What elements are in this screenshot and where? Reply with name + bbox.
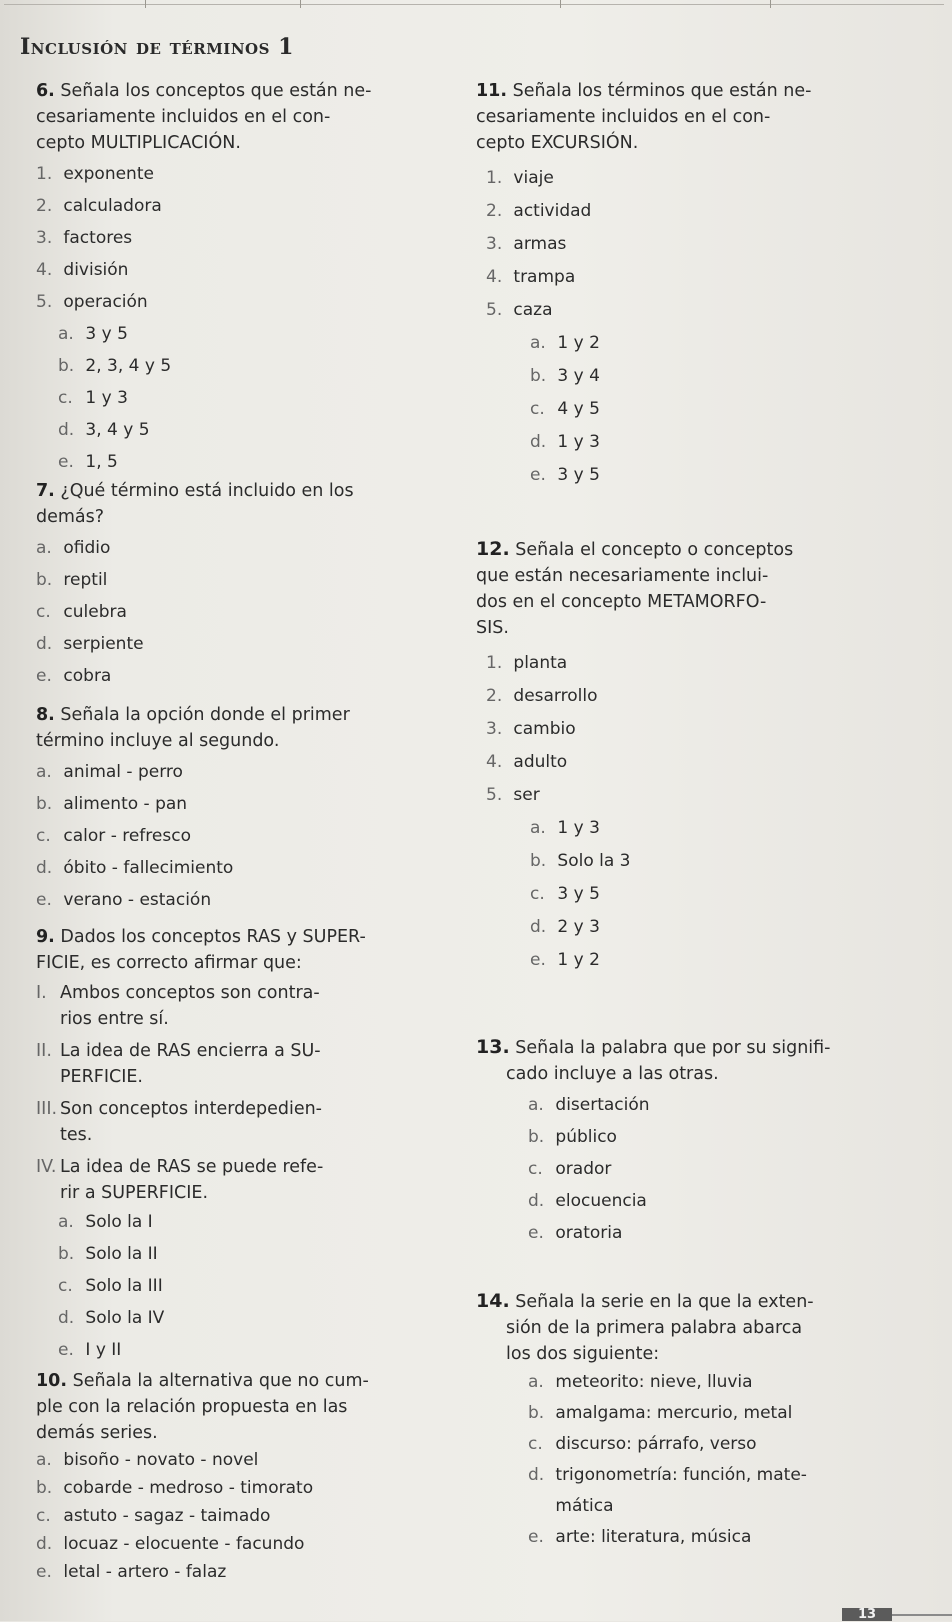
stem-line: Señala los conceptos que están ne- bbox=[60, 81, 372, 101]
stem-line: Dados los conceptos RAS y SUPER- bbox=[60, 927, 366, 947]
answer-option[interactable]: b. 2, 3, 4 y 5 bbox=[58, 356, 172, 376]
question-stem bbox=[476, 1288, 916, 1367]
top-tick bbox=[145, 0, 146, 8]
answer-option[interactable]: d. serpiente bbox=[36, 634, 144, 654]
statement: I. Ambos conceptos son contra- rios entre sí. bbox=[36, 983, 320, 1029]
stem-line: término incluye al segundo. bbox=[36, 731, 280, 751]
question-11 bbox=[476, 78, 916, 492]
answer-option[interactable]: a. bisoño - novato - novel bbox=[36, 1450, 259, 1470]
stem-line: Señala el concepto o conceptos bbox=[515, 540, 794, 560]
stem-line: Señala la alternativa que no cum- bbox=[72, 1371, 369, 1391]
stem-line: los dos siguiente: bbox=[506, 1344, 660, 1364]
question-8 bbox=[36, 702, 456, 916]
list-item: 2. actividad bbox=[486, 201, 592, 221]
stem-line: Señala la opción donde el primer bbox=[60, 705, 350, 725]
list-item: 1. viaje bbox=[486, 168, 554, 188]
answer-option[interactable]: b. cobarde - medroso - timorato bbox=[36, 1478, 314, 1498]
statement: III. Son conceptos interdepedien- tes. bbox=[36, 1099, 322, 1145]
list-item: 5. operación bbox=[36, 292, 148, 312]
answer-option[interactable]: a. 1 y 3 bbox=[530, 818, 600, 838]
top-tick bbox=[770, 0, 771, 8]
question-stem bbox=[36, 478, 456, 530]
question-6 bbox=[36, 78, 456, 478]
answer-option[interactable]: e. 1, 5 bbox=[58, 452, 118, 472]
stem-line: cesariamente incluidos en el con- bbox=[476, 107, 771, 127]
stem-line: demás? bbox=[36, 507, 105, 527]
answer-option[interactable]: b. público bbox=[528, 1127, 617, 1147]
question-number: 10. bbox=[36, 1371, 68, 1391]
question-number: 11. bbox=[476, 81, 508, 101]
list-item: 1. exponente bbox=[36, 164, 154, 184]
stem-line: cesariamente incluidos en el con- bbox=[36, 107, 331, 127]
answer-option[interactable]: c. calor - refresco bbox=[36, 826, 191, 846]
question-stem bbox=[476, 1034, 916, 1087]
answer-option[interactable]: c. discurso: párrafo, verso bbox=[528, 1434, 757, 1454]
list-item: 5. ser bbox=[486, 785, 540, 805]
stem-line: dos en el concepto METAMORFO- bbox=[476, 592, 767, 612]
question-number: 7. bbox=[36, 481, 55, 501]
answer-option[interactable]: a. animal - perro bbox=[36, 762, 183, 782]
question-number: 9. bbox=[36, 927, 55, 947]
stem-line: ple con la relación propuesta en las bbox=[36, 1397, 348, 1417]
page-title: Inclusión de términos 1 bbox=[20, 34, 294, 60]
answer-option[interactable]: a. meteorito: nieve, lluvia bbox=[528, 1372, 753, 1392]
answer-option[interactable]: e. verano - estación bbox=[36, 890, 212, 910]
list-item: 3. armas bbox=[486, 234, 567, 254]
answer-option[interactable]: a. Solo la I bbox=[58, 1212, 153, 1232]
top-tick bbox=[300, 0, 301, 8]
question-stem bbox=[36, 702, 456, 754]
question-12 bbox=[476, 536, 916, 977]
question-number: 14. bbox=[476, 1290, 510, 1312]
top-tick bbox=[560, 0, 561, 8]
answer-option[interactable]: b. 3 y 4 bbox=[530, 366, 600, 386]
stem-line: Señala la palabra que por su signifi- bbox=[515, 1038, 831, 1058]
answer-option[interactable]: c. culebra bbox=[36, 602, 127, 622]
list-item: 2. desarrollo bbox=[486, 686, 598, 706]
answer-option[interactable]: b. Solo la II bbox=[58, 1244, 158, 1264]
stem-line: cepto MULTIPLICACIÓN. bbox=[36, 133, 241, 153]
stem-line: Señala los términos que están ne- bbox=[512, 81, 812, 101]
answer-option[interactable]: b. Solo la 3 bbox=[530, 851, 631, 871]
answer-option[interactable]: c. orador bbox=[528, 1159, 612, 1179]
answer-option[interactable]: e. 1 y 2 bbox=[530, 950, 600, 970]
answer-option[interactable]: e. arte: literatura, música bbox=[528, 1527, 752, 1547]
list-item: 4. adulto bbox=[486, 752, 568, 772]
statement: II. La idea de RAS encierra a SU- PERFICIE. bbox=[36, 1041, 321, 1087]
question-stem bbox=[36, 1368, 456, 1446]
answer-option[interactable]: d. trigonometría: función, mate- mática bbox=[528, 1465, 807, 1516]
list-item: 2. calculadora bbox=[36, 196, 162, 216]
answer-option[interactable]: e. 3 y 5 bbox=[530, 465, 600, 485]
answer-option[interactable]: e. oratoria bbox=[528, 1223, 623, 1243]
page-number: 13 bbox=[842, 1608, 892, 1621]
answer-option[interactable]: b. reptil bbox=[36, 570, 108, 590]
stem-line: SIS. bbox=[476, 618, 509, 638]
answer-option[interactable]: a. ofidio bbox=[36, 538, 111, 558]
answer-option[interactable]: c. 3 y 5 bbox=[530, 884, 600, 904]
footer-line bbox=[892, 1614, 952, 1616]
answer-option[interactable]: d. Solo la IV bbox=[58, 1308, 165, 1328]
answer-option[interactable]: d. 1 y 3 bbox=[530, 432, 600, 452]
stem-line: cado incluye a las otras. bbox=[506, 1064, 719, 1084]
question-stem bbox=[476, 536, 916, 641]
stem-line: que están necesariamente inclui- bbox=[476, 566, 769, 586]
answer-option[interactable]: a. 3 y 5 bbox=[58, 324, 128, 344]
question-number: 12. bbox=[476, 538, 510, 560]
answer-option[interactable]: d. elocuencia bbox=[528, 1191, 647, 1211]
list-item: 4. trampa bbox=[486, 267, 576, 287]
question-number: 13. bbox=[476, 1036, 510, 1058]
question-stem bbox=[36, 924, 456, 976]
question-13 bbox=[476, 1034, 916, 1249]
answer-option[interactable]: d. óbito - fallecimiento bbox=[36, 858, 234, 878]
question-10 bbox=[36, 1368, 456, 1586]
question-9 bbox=[36, 924, 456, 1366]
stem-line: FICIE, es correcto afirmar que: bbox=[36, 953, 302, 973]
answer-option[interactable]: b. amalgama: mercurio, metal bbox=[528, 1403, 793, 1423]
list-item: 3. factores bbox=[36, 228, 133, 248]
answer-option[interactable]: a. disertación bbox=[528, 1095, 650, 1115]
question-stem bbox=[476, 78, 916, 156]
stem-line: cepto EXCURSIÓN. bbox=[476, 133, 639, 153]
list-item: 5. caza bbox=[486, 300, 553, 320]
stem-line: sión de la primera palabra abarca bbox=[506, 1318, 803, 1338]
question-number: 6. bbox=[36, 81, 55, 101]
question-7 bbox=[36, 478, 456, 692]
answer-option[interactable]: b. alimento - pan bbox=[36, 794, 188, 814]
answer-option[interactable]: c. 1 y 3 bbox=[58, 388, 128, 408]
stem-line: Señala la serie en la que la exten- bbox=[515, 1292, 814, 1312]
list-item: 3. cambio bbox=[486, 719, 576, 739]
question-stem bbox=[36, 78, 456, 156]
answer-option[interactable]: c. 4 y 5 bbox=[530, 399, 600, 419]
answer-option[interactable]: e. cobra bbox=[36, 666, 112, 686]
list-item: 4. división bbox=[36, 260, 129, 280]
stem-line: ¿Qué término está incluido en los bbox=[60, 481, 354, 501]
answer-option[interactable]: e. I y II bbox=[58, 1340, 122, 1360]
stem-line: demás series. bbox=[36, 1423, 158, 1443]
question-number: 8. bbox=[36, 705, 55, 725]
answer-option[interactable]: c. Solo la III bbox=[58, 1276, 163, 1296]
answer-option[interactable]: d. locuaz - elocuente - facundo bbox=[36, 1534, 305, 1554]
question-14 bbox=[476, 1288, 916, 1553]
answer-option[interactable]: d. 3, 4 y 5 bbox=[58, 420, 150, 440]
answer-option[interactable]: d. 2 y 3 bbox=[530, 917, 600, 937]
list-item: 1. planta bbox=[486, 653, 568, 673]
statement: IV. La idea de RAS se puede refe- rir a SUPERFICIE. bbox=[36, 1157, 324, 1203]
answer-option[interactable]: c. astuto - sagaz - taimado bbox=[36, 1506, 271, 1526]
answer-option[interactable]: a. 1 y 2 bbox=[530, 333, 600, 353]
answer-option[interactable]: e. letal - artero - falaz bbox=[36, 1562, 227, 1582]
